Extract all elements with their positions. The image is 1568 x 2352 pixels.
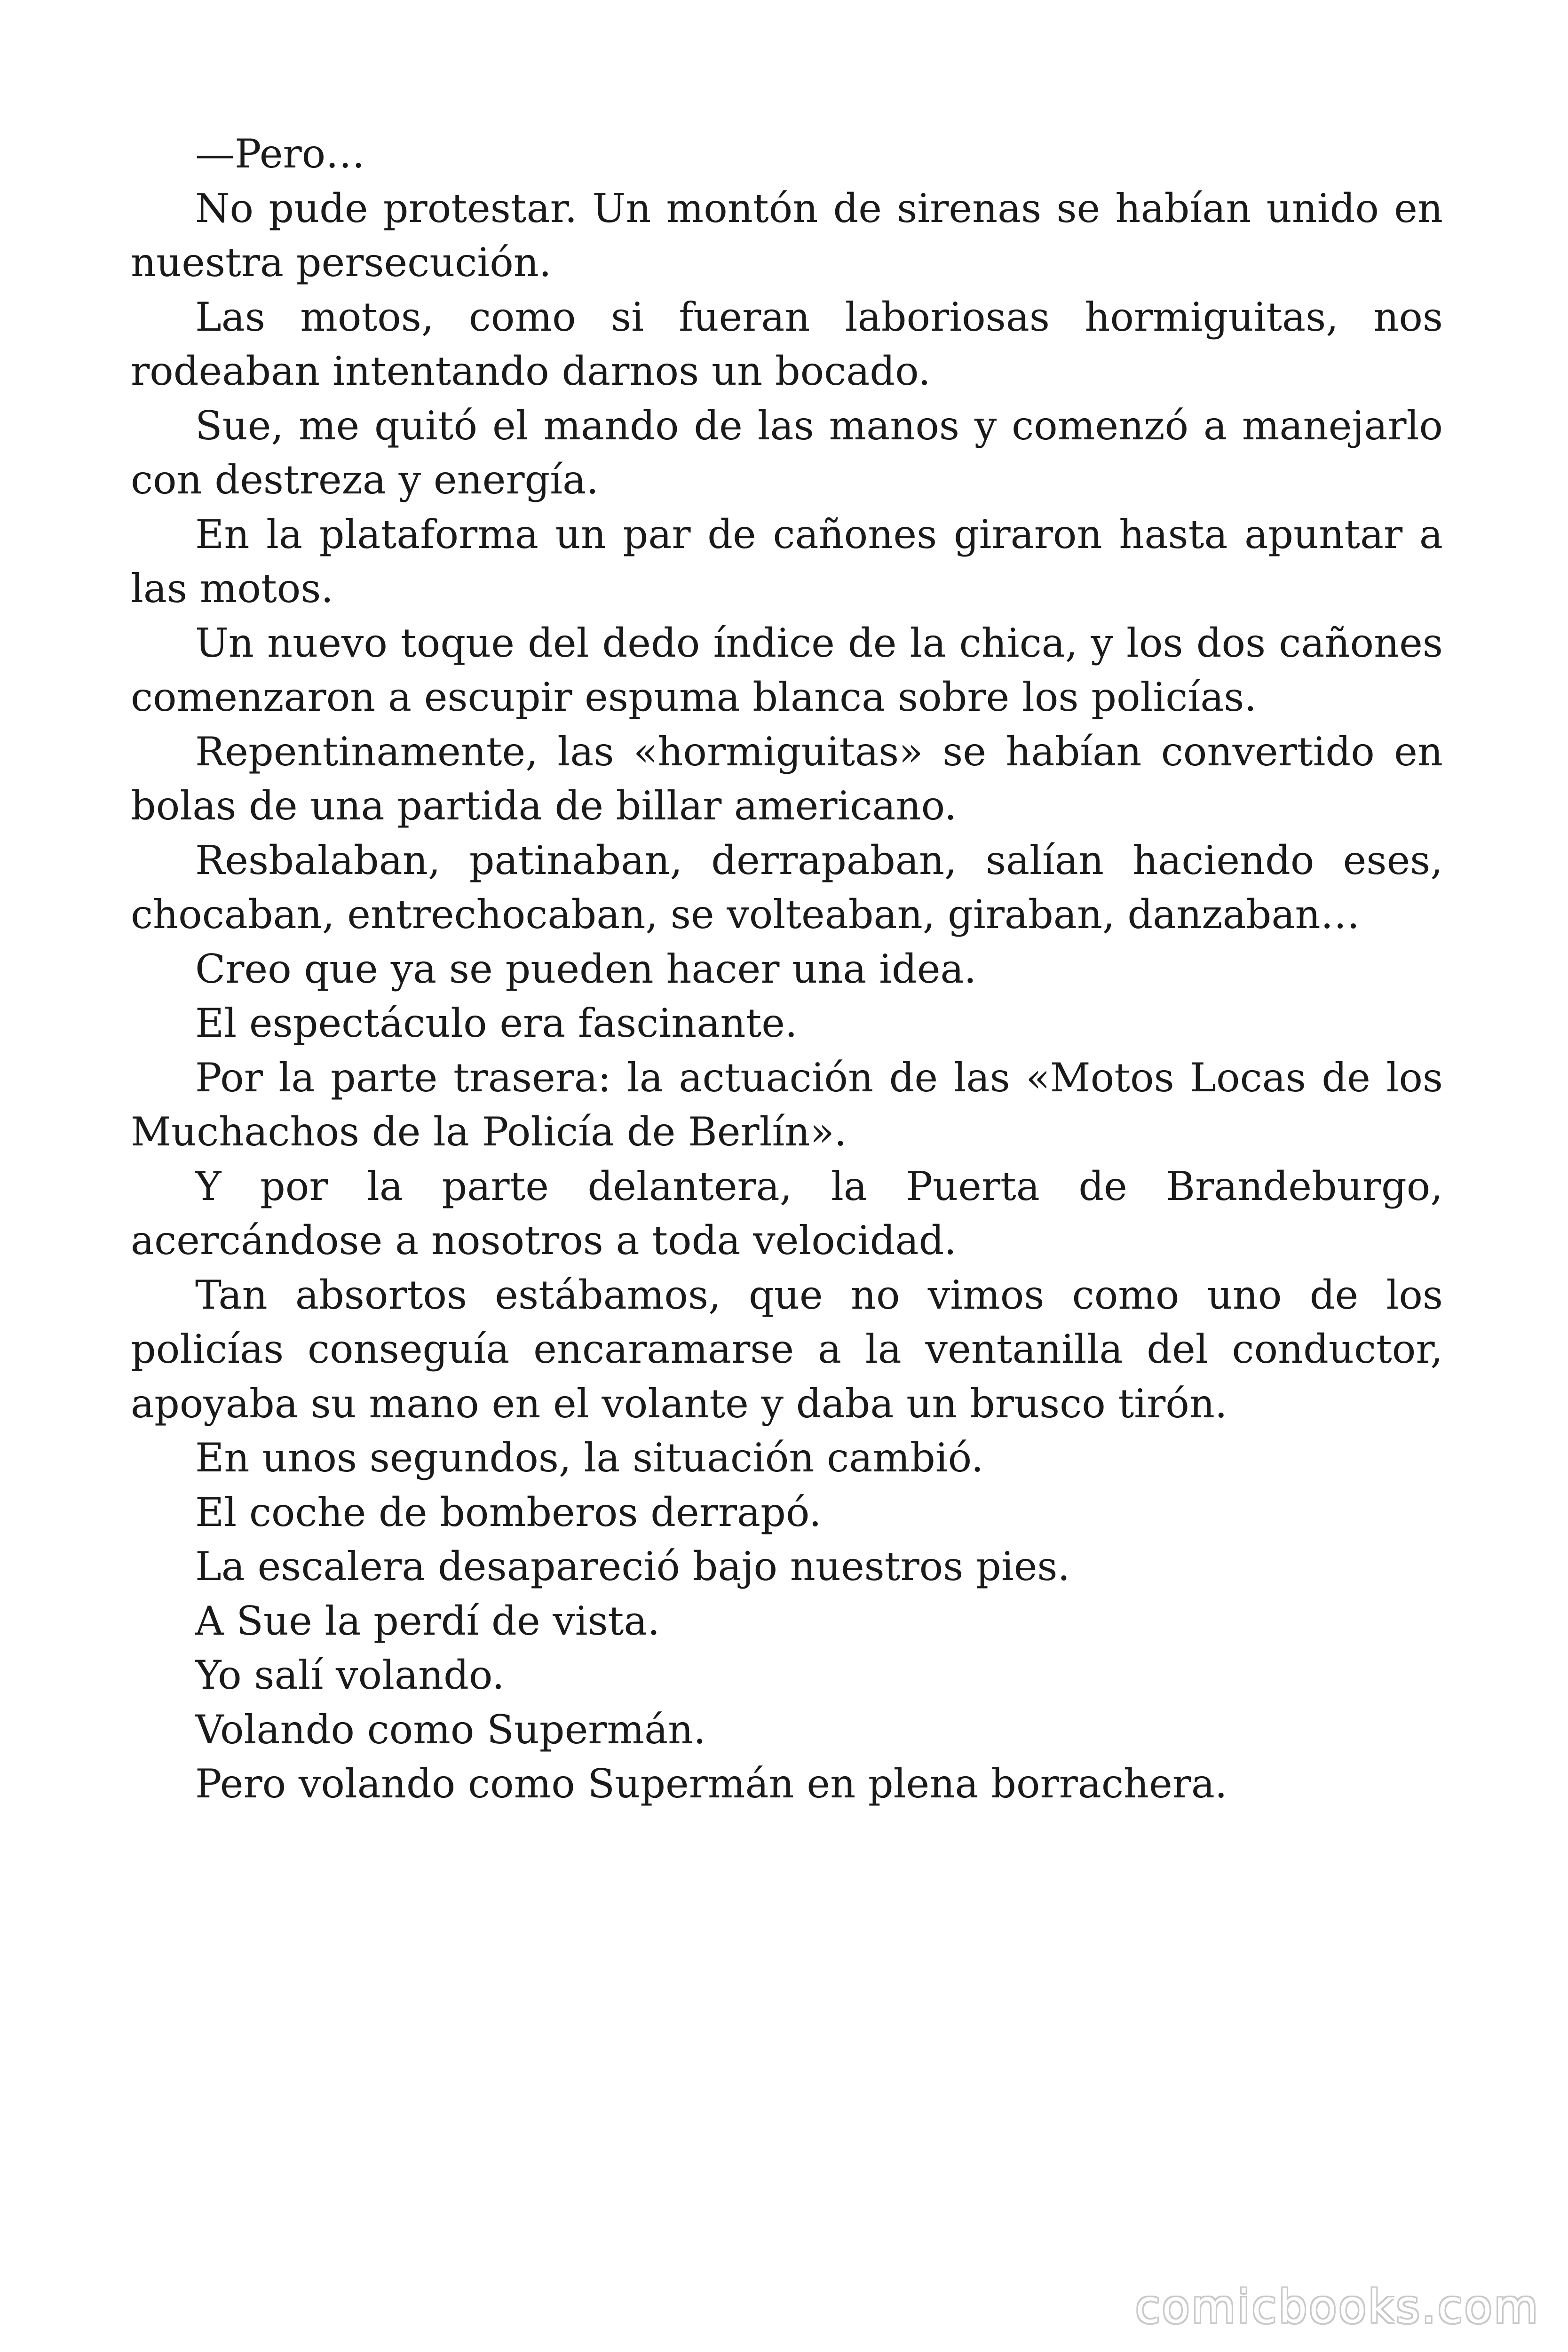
paragraph: —Pero… — [195, 131, 365, 177]
paragraph: Repentinamente, las «hormiguitas» se habían convertido en bolas de una partida de billar americano. — [131, 728, 1443, 829]
paragraph: El coche de bomberos derrapó. — [195, 1489, 822, 1535]
paragraph: Yo salí volando. — [195, 1652, 505, 1698]
paragraph: Por la parte trasera: la actuación de las «Motos Locas de los Muchachos de la Policía de Berlín». — [131, 1054, 1443, 1155]
paragraph: Volando como Supermán. — [195, 1706, 706, 1753]
paragraph: A Sue la perdí de vista. — [195, 1597, 660, 1644]
paragraph: Resbalaban, patinaban, derrapaban, salían haciendo eses, chocaban, entrechocaban, se volteaban, giraban, danzaban… — [131, 837, 1443, 938]
paragraph: Las motos, como si fueran laboriosas hormiguitas, nos rodeaban intentando darnos un bocado. — [131, 294, 1443, 394]
paragraph: Pero volando como Supermán en plena borrachera. — [195, 1761, 1227, 1807]
paragraph: No pude protestar. Un montón de sirenas se habían unido en nuestra persecución. — [131, 185, 1443, 286]
body-text — [131, 127, 1443, 1812]
paragraph: Sue, me quitó el mando de las manos y comenzó a manejarlo con destreza y energía. — [131, 402, 1443, 503]
paragraph: Y por la parte delantera, la Puerta de Brandeburgo, acercándose a nosotros a toda velocidad. — [131, 1163, 1443, 1263]
paragraph: Creo que ya se pueden hacer una idea. — [195, 946, 977, 992]
paragraph: Tan absortos estábamos, que no vimos como uno de los policías conseguía encaramarse a la ventanilla del conductor, apoyaba su mano en el volante y daba un brusco tirón. — [131, 1271, 1443, 1427]
paragraph: En la plataforma un par de cañones giraron hasta apuntar a las motos. — [131, 511, 1443, 612]
paragraph: La escalera desapareció bajo nuestros pies. — [195, 1543, 1070, 1589]
paragraph: El espectáculo era fascinante. — [195, 1000, 798, 1046]
paragraph: Un nuevo toque del dedo índice de la chica, y los dos cañones comenzaron a escupir espuma blanca sobre los policías. — [131, 620, 1443, 720]
paragraph: En unos segundos, la situación cambió. — [195, 1435, 984, 1481]
watermark-text: comicbooks.com — [1135, 2280, 1540, 2333]
